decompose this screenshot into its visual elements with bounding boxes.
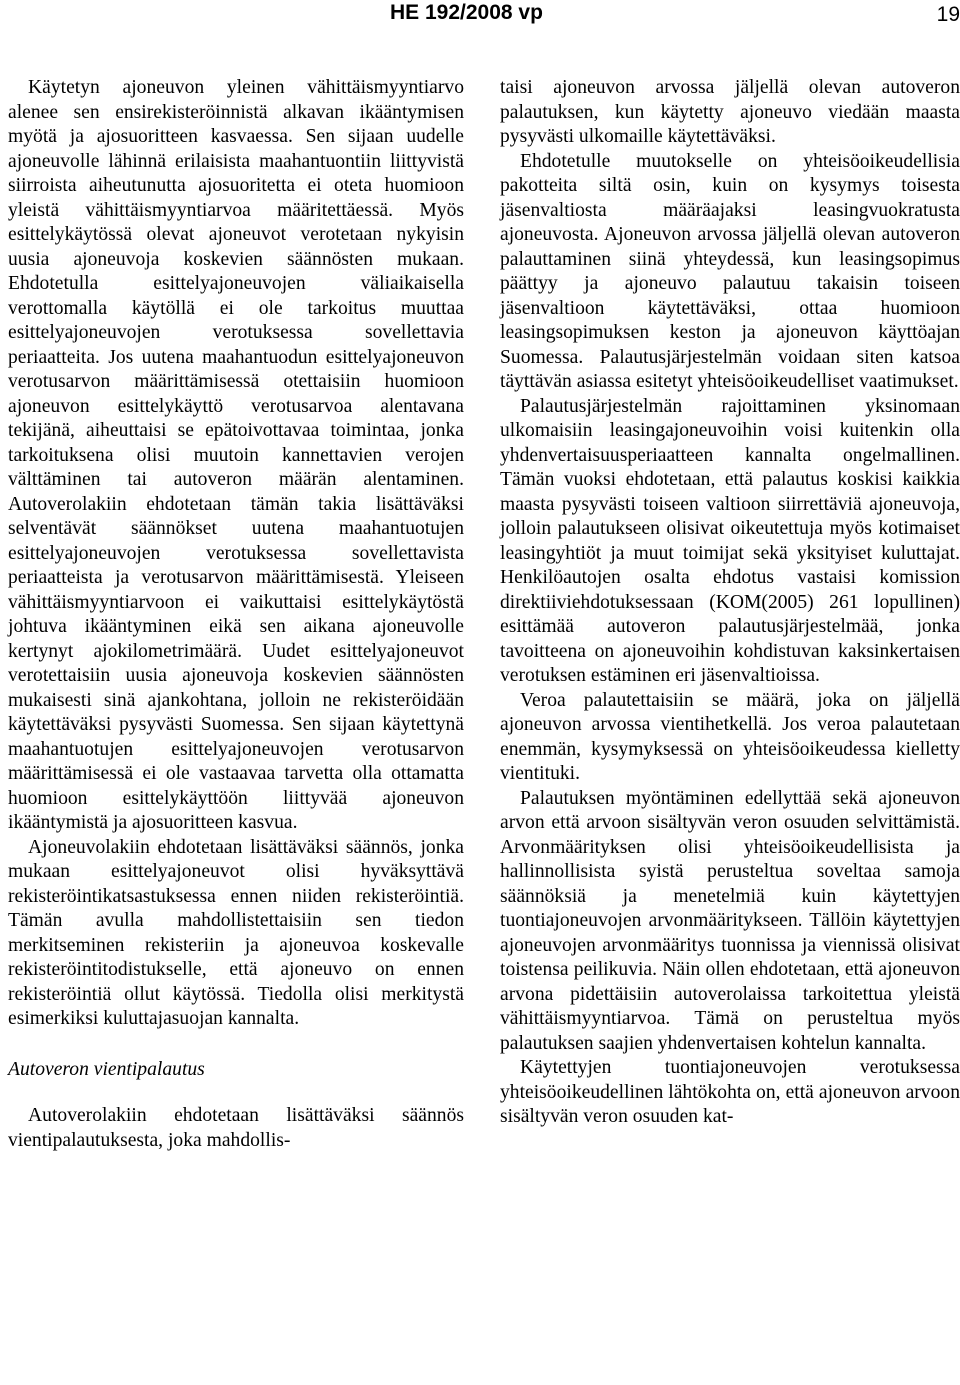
page-number: 19 bbox=[936, 3, 960, 26]
left-column bbox=[8, 76, 464, 1153]
paragraph: Ajoneuvolakiin ehdotetaan lisättäväksi säännös, jonka mukaan esittelyajoneuvot olisi hyväksyttävä rekisteröintikatsastuksessa ennen niiden rekisteröintiä. Tämän avulla mahdollistettaisiin sen tiedon merkitseminen rekisteriin ja ajoneuvoa koskevalle rekisteröintitodistukselle, että ajoneuvo on ennen rekisteröintiä ollut käytössä. Tiedolla olisi merkitystä esimerkiksi kuluttajasuojan kannalta. bbox=[8, 836, 464, 1029]
paragraph: Veroa palautettaisiin se määrä, joka on jäljellä ajoneuvon arvossa vientihetkellä. Jos veroa palautetaan enemmän, kysymyksessä on yhteisöoikeudessa kielletty vientituki. bbox=[500, 689, 960, 784]
paragraph: Palautuksen myöntäminen edellyttää sekä ajoneuvon arvon että arvoon sisältyvän veron osuuden selvittämistä. Arvonmäärityksen olisi yhteisöoikeudellisista ja hallinnollisista syistä perusteltua soveltaa samoja säännöksiä ja menetelmiä kuin käytettyjen tuontiajoneuvojen arvonmääritykseen. Tällöin käytettyjen ajoneuvojen arvonmääritys tuonnissa ja viennissä olisivat toistensa peilikuvia. Näin ollen ehdotetaan, että ajoneuvon arvona pidettäisiin autoverolaissa tarkoitettua yleistä vähittäismyyntiarvoa. Tämä on perusteltua myös palautuksen saajien yhdenvertaisen kohtelun kannalta. bbox=[500, 787, 960, 1054]
paragraph: Palautusjärjestelmän rajoittaminen yksinomaan ulkomaisiin leasingajoneuvoihin voisi kuitenkin olla yhdenvertaisuusperiaatteen kannalta ongelmallinen. Tämän vuoksi ehdotetaan, että palautus koskisi kaikkia maasta pysyvästi toiseen valtioon siirrettäviä ajoneuvoja, jolloin palautukseen olisivat oikeutettuja myös kotimaiset leasingyhtiöt ja muut toimijat sekä yksityiset kuluttajat. Henkilöautojen osalta ehdotus vastaisi komission direktiiviehdotuksessaan (KOM(2005) 261 lopullinen) esittämää autoveron palautusjärjestelmää, jonka tavoitteena on ajoneuvoihin kohdistuvan kaksinkertaisen verotuksen estäminen eri jäsenvaltioissa. bbox=[500, 395, 960, 686]
section-heading: Autoveron vientipalautus bbox=[8, 1058, 205, 1080]
paragraph: Autoverolakiin ehdotetaan lisättäväksi säännös vientipalautuksesta, joka mahdollis- bbox=[8, 1105, 464, 1151]
paragraph: Käytetyn ajoneuvon yleinen vähittäismyyntiarvo alenee sen ensirekisteröinnistä alkavan ikääntymisen myötä ja ajosuoritteen kasvaessa. Sen sijaan uudelle ajoneuvolle lähinnä erilaisista maahantuontiin liittyvistä siirroista aiheutunutta ajosuoritetta ei oteta huomioon yleistä vähittäismyyntiarvoa määritettäessä. Myös esittelykäytössä olevat ajoneuvot verotetaan nykyisin uusia ajoneuvoja koskevien säännösten mukaan. Ehdotetulla esittelyajoneuvojen väliaikaisella verottomalla käytöllä ei ole tarkoitus muuttaa esittelyajoneuvojen verotuksessa sovellettavia periaatteita. Jos uutena maahantuodun esittelyajoneuvon verotusarvon määrittämisessä otettaisiin huomioon ajoneuvon esittelykäyttö verotusarvoa alentavana tekijänä, aiheuttaisi se epätoivottavaa toimintaa, jonka tarkoituksena olisi muutoin kannettavien verojen välttäminen tai autoveron määrän alentaminen. Autoverolakiin ehdotetaan tämän takia lisättäväksi selventävät säännökset uutena maahantuotujen esittelyajoneuvojen verotuksessa sovellettavista periaatteista ja verotusarvon määrittämisestä. Yleiseen vähittäismyyntiarvoon ei vaikuttaisi esittelykäytöstä johtuva ikääntyminen eikä sen aikana ajoneuvolle kertynyt ajokilometrimäärä. Uudet esittelyajoneuvot verotettaisiin uusia ajoneuvoja koskevien säännösten mukaisesti sinä ajankohtana, jolloin ne rekisteröidään käytettäväksi pysyvästi Suomessa. Sen sijaan käytettynä maahantuotujen esittelyajoneuvojen verotusarvon määrittämisessä ei ole vastaavaa tarvetta olla ottamatta huomioon esittelykäyttöön liittyvää ajoneuvon ikääntymistä ja ajosuoritteen kasvua. bbox=[8, 77, 464, 833]
paragraph: Käytettyjen tuontiajoneuvojen verotuksessa yhteisöoikeudellinen lähtökohta on, että ajoneuvon arvoon sisältyvän veron osuuden kat- bbox=[500, 1057, 960, 1127]
paragraph-continued: taisi ajoneuvon arvossa jäljellä olevan autoveron palautuksen, kun käytetty ajoneuvo viedään maasta pysyvästi ulkomaille käytettäväksi. bbox=[500, 77, 960, 147]
document-id: HE 192/2008 vp bbox=[390, 1, 543, 24]
page-header bbox=[0, 0, 960, 40]
right-column bbox=[500, 76, 960, 1130]
paragraph: Ehdotetulle muutokselle on yhteisöoikeudellisia pakotteita siltä osin, kuin on kysymys toisesta jäsenvaltiosta määräajaksi leasingvuokratusta ajoneuvosta. Ajoneuvon arvossa jäljellä olevan autoveron palauttaminen siinä yhteydessä, kun leasingsopimus päättyy ja ajoneuvo palautuu takaisin toiseen jäsenvaltioon käytettäväksi, ottaa huomioon leasingsopimuksen keston ja ajoneuvon käyttöajan Suomessa. Palautusjärjestelmän voidaan siten katsoa täyttävän asiassa esitetyt yhteisöoikeudelliset vaatimukset. bbox=[500, 150, 960, 392]
